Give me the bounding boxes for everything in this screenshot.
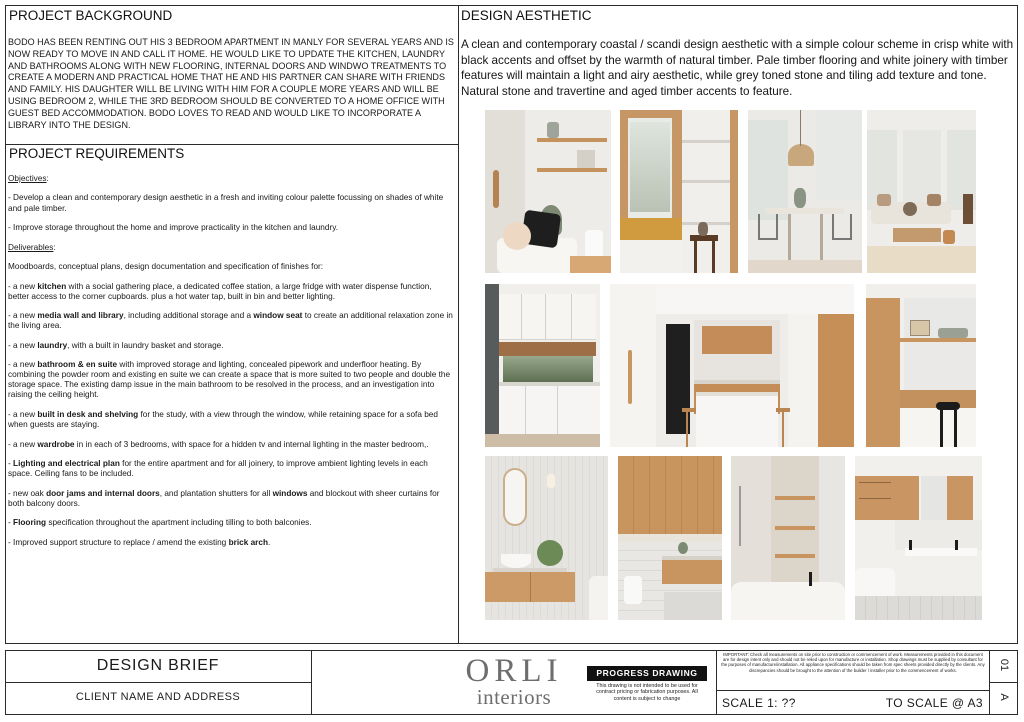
scale-label: SCALE 1: ??: [722, 696, 796, 710]
deliverables-intro: Moodboards, conceptual plans, design documentation and specification of finishes for:: [8, 262, 324, 272]
deliverable-item: - Improved support structure to replace / amend the existing brick arch.: [8, 537, 271, 547]
deliverable-item: - new oak door jams and internal doors, and plantation shutters for all windows and blockout with sheer curtains for both balcony doors.: [8, 488, 440, 508]
moodboard-image-bathroom-vanity-round-mirror: [485, 456, 608, 620]
aesthetic-text: A clean and contemporary coastal / scandi design aesthetic with a simple colour scheme in crisp white with black accents and offset by the warmth of natural timber. Pale timber flooring and white joinery with timber features will maintain a light and airy aesthetic, while grey toned stone and tiling add texture and tone. Natural stone and travertine and aged timber accents to feature.: [461, 38, 1014, 98]
deliverable-item: - a new built in desk and shelving for the study, with a view through the window, while retaining space for a sofa bed when guests are staying.: [8, 409, 438, 430]
company-logo-sub: interiors: [476, 685, 552, 709]
important-notice: IMPORTANT: Check all measurements on site prior to construction or commencement of work. Measurements provided in this document are for design intent only and should not be relied upon for manufacture or installation. Shop drawings must be supplied by consultant for the purposes of manufacture/installation. All appliance specifications should be taken from spec sheets provided directly by the clients. Any discrepancies should be brought to the attention of the builder / installer prior to the commencement of works.: [721, 652, 985, 673]
revision-letter: A: [998, 693, 1010, 701]
moodboard-image-bathroom-niche-shelves: [731, 456, 845, 620]
client-name-address: CLIENT NAME AND ADDRESS: [75, 691, 241, 703]
footer-frame-top: [5, 650, 1018, 651]
deliverable-item: - Flooring specification throughout the apartment including tilling to both balconies.: [8, 518, 312, 528]
requirements-body: [8, 174, 454, 557]
aesthetic-heading: DESIGN AESTHETIC: [461, 8, 592, 23]
footer-divider-1: [311, 650, 312, 715]
left-section-divider: [5, 144, 459, 145]
outer-frame-left: [5, 5, 6, 644]
document-title: DESIGN BRIEF: [96, 657, 220, 674]
footer-title-underline: [5, 682, 311, 683]
footer-scale-box-top: [716, 690, 989, 691]
moodboard-image-window-seat-nook: [620, 110, 738, 273]
moodboard-image-kitchen-shelf: [866, 284, 976, 447]
requirements-heading: PROJECT REQUIREMENTS: [9, 146, 185, 161]
deliverable-item: - Lighting and electrical plan for the entire apartment and for all joinery, to improve ambient lighting levels in each space. Ceiling fans to be included.: [8, 458, 428, 479]
objective-item: - Develop a clean and contemporary design aesthetic in a fresh and inviting colour palette focussing on shades of white and pale timber.: [8, 193, 444, 213]
objective-item: - Improve storage throughout the home and improve practicality in the kitchen and laundry.: [8, 223, 339, 233]
moodboard-image-living-corner: [485, 110, 611, 273]
moodboard-image-bathroom-timber-tiles: [618, 456, 722, 620]
progress-drawing-badge: PROGRESS DRAWING: [587, 666, 707, 681]
moodboard-image-living-room: [867, 110, 976, 273]
progress-disclaimer: This drawing is not intended to be used for contract pricing or fabrication purposes. All content is subject to change: [596, 683, 698, 702]
moodboard-image-dining-room: [748, 110, 862, 273]
deliverable-item: - a new kitchen with a social gathering place, a dedicated coffee station, a large fridge with water dispense function, better access to the corner cupboards. plus a hot water tap, built in bin and better lighting.: [8, 281, 432, 301]
moodboard-image-kitchen-island: [610, 284, 854, 447]
to-scale-label: TO SCALE @ A3: [885, 696, 983, 710]
moodboard-image-bathroom-double-vanity: [855, 456, 982, 620]
background-text: BODO HAS BEEN RENTING OUT HIS 3 BEDROOM APARTMENT IN MANLY FOR SEVERAL YEARS AND IS NOW READY TO MOVE IN AND CALL IT HOME. HE WOULD LIKE TO UPDATE THE KITCHEN, LAUNDRY AND BATHROOMS ALONG WITH NEW FLOORING, INTERNAL DOORS AND WINDWO TREATMENTS TO CREATE A MODERN AND PRACTICAL HOME THAT HE AND HIS PARTNER CAN SHARE WITH FRIENDS AND FAMILY. HIS DAUGHTER WILL BE LIVING WITH HIM FOR A COUPLE MORE YEARS AND WILL BE USING BEDROOM 2, WHILE THE 3RD BEDROOM SHOULD BE CONVERTED TO A HOME OFFICE WITH GUEST BED ACCOMMODATION. BODO LOVES TO READ AND WOULD LIKE TO INCORPORATE A LIBRARY INTO THE DESIGN.: [8, 37, 454, 130]
footer-divider-2: [716, 650, 717, 715]
outer-frame-top: [5, 5, 1018, 6]
deliverable-item: - a new laundry, with a built in laundry basket and storage.: [8, 340, 224, 350]
sheet-number: 01: [998, 658, 1010, 672]
deliverable-item: - a new wardrobe in in each of 3 bedrooms, with space for a hidden tv and internal lighting in the master bedroom,.: [8, 439, 429, 449]
deliverables-list: [8, 282, 454, 548]
moodboard-image-kitchen-window: [485, 284, 600, 447]
objectives-heading: Objectives:: [8, 174, 49, 183]
outer-frame-right: [1017, 5, 1018, 644]
outer-frame-bottom: [5, 643, 1018, 644]
background-heading: PROJECT BACKGROUND: [9, 8, 173, 23]
footer-frame-bottom: [5, 714, 1018, 715]
center-divider: [458, 5, 459, 644]
deliverable-item: - a new bathroom & en suite with improved storage and lighting, concealed pipework and underfloor heating. By combining the powder room and existing en suite we can create a space that is more suited to two people and double the storage space. The existing damp issue in the main bathroom to be resolved in the process, and an investigation into raising the ceiling height.: [8, 360, 451, 400]
company-logo-main: ORLI: [465, 653, 563, 689]
deliverables-heading: Deliverables:: [8, 242, 56, 252]
deliverable-item: - a new media wall and library, including additional storage and a window seat to create an additional relaxation zone in the living area.: [8, 311, 453, 331]
